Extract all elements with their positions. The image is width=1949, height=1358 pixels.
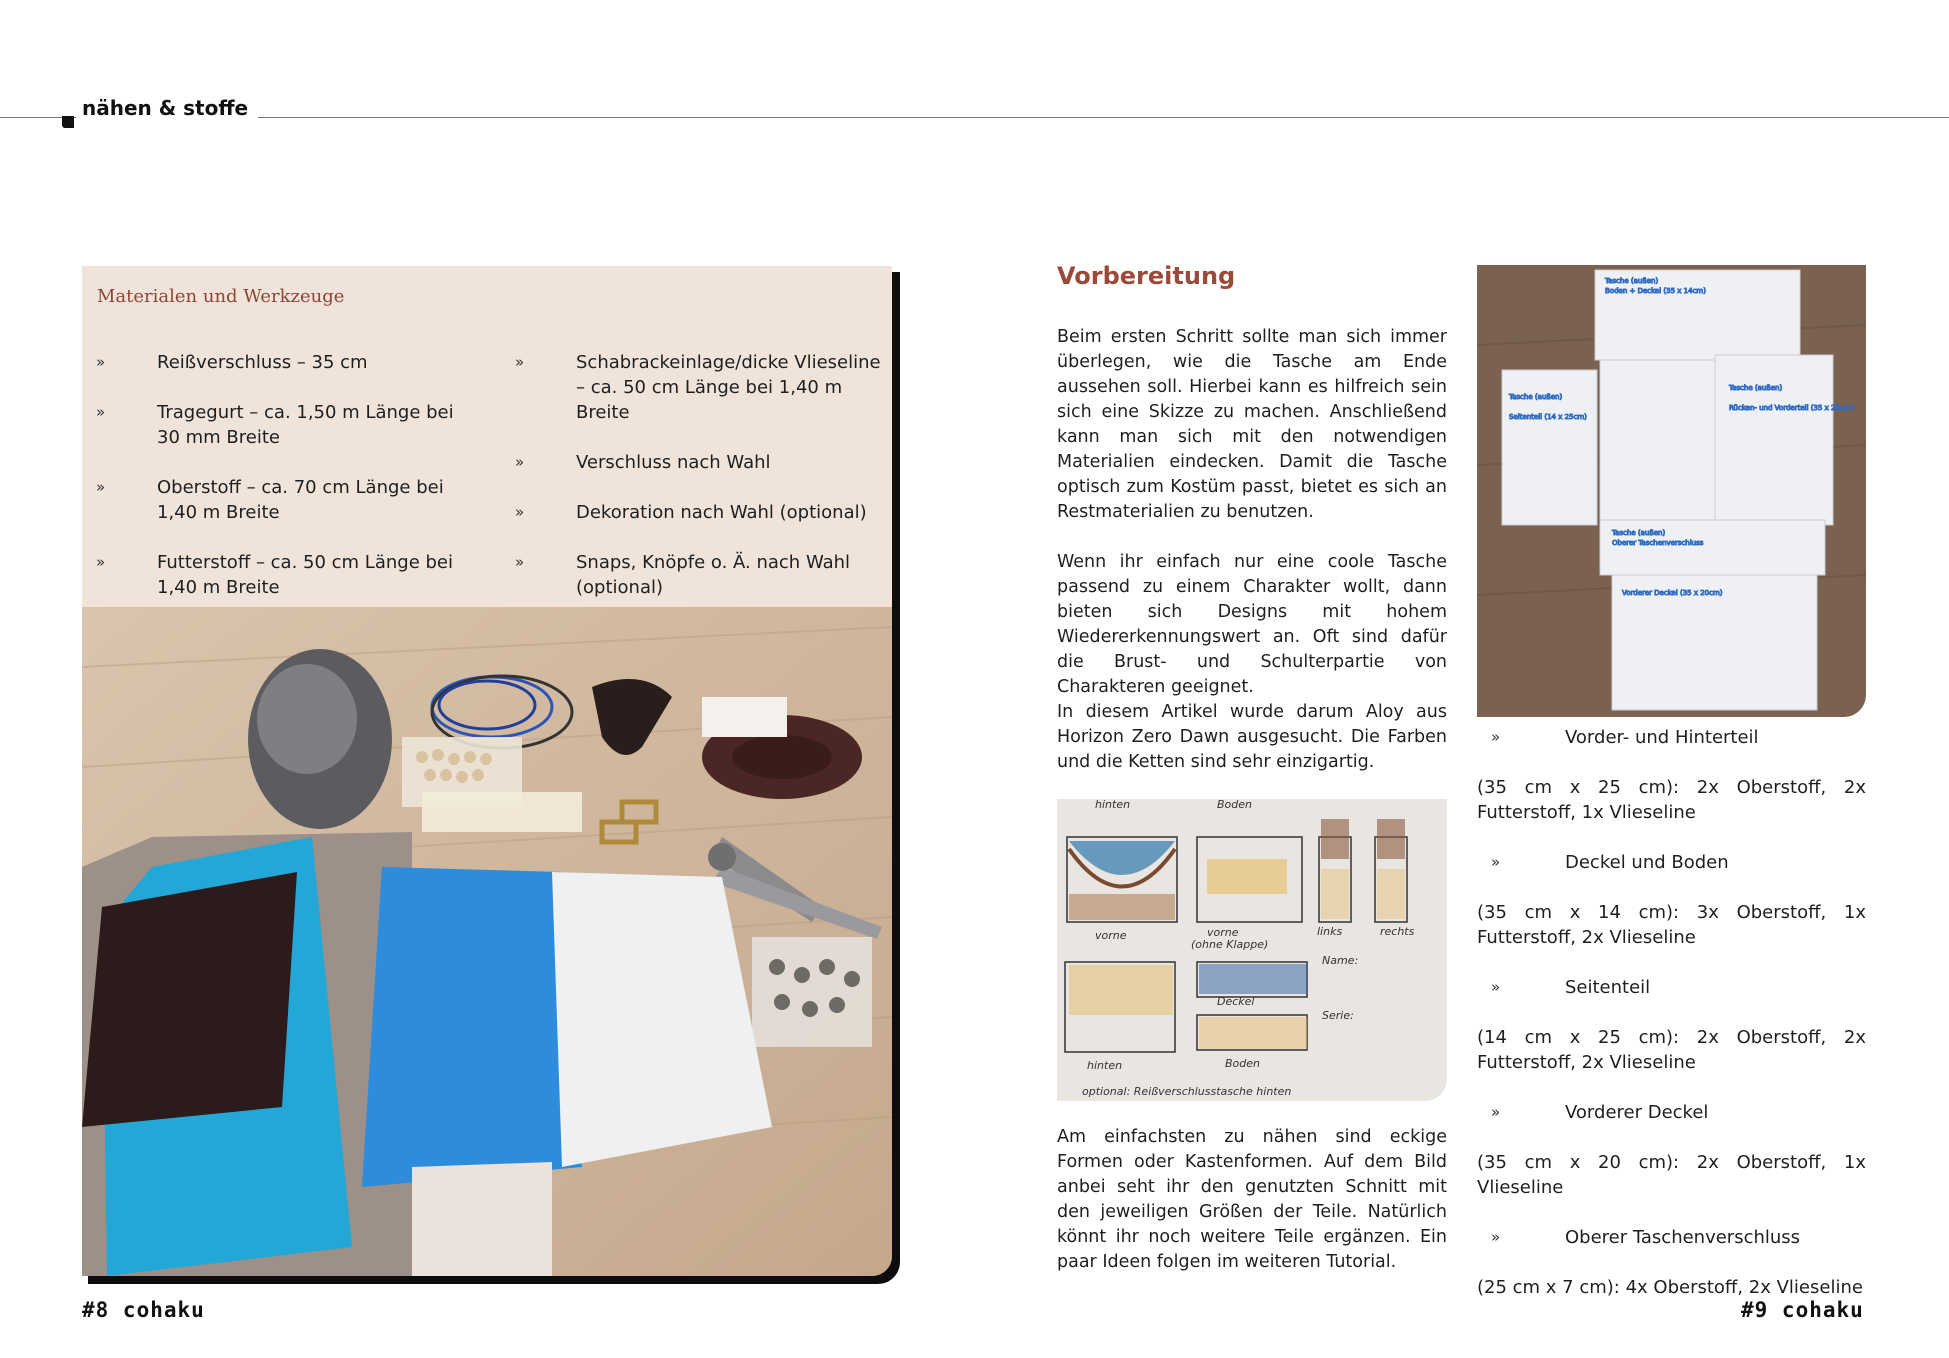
bullet-icon: » — [96, 403, 106, 421]
part-name: » Vorder- und Hinterteil — [1477, 725, 1866, 750]
section-title: Vorbereitung — [1057, 262, 1236, 290]
list-item: » Tragegurt – ca. 1,50 m Länge bei 30 mm Breite — [96, 402, 454, 448]
page-number-right: #9 cohaku — [1741, 1298, 1864, 1322]
part-dimensions: (25 cm x 7 cm): 4x Oberstoff, 2x Vlieseline — [1477, 1277, 1863, 1298]
sketch-label: rechts — [1380, 925, 1415, 938]
list-item: » Oberstoff – ca. 70 cm Länge bei 1,40 m Breite — [96, 477, 444, 523]
bullet-icon: » — [96, 353, 106, 371]
part-name: » Seitenteil — [1477, 975, 1866, 1000]
sketch-label: Serie: — [1322, 1009, 1354, 1022]
section-label: nähen & stoffe — [76, 96, 258, 120]
materials-list-right — [515, 350, 890, 625]
bullet-icon: » — [1491, 1228, 1501, 1246]
list-item: » Dekoration nach Wahl (optional) — [515, 502, 867, 523]
bullet-icon: » — [515, 503, 525, 521]
pattern-label: Vorderer Deckel (35 x 20cm) — [1622, 589, 1723, 597]
sketch-label: hinten — [1087, 1059, 1123, 1072]
bullet-icon: » — [96, 478, 106, 496]
pattern-label: Tasche (außen) — [1612, 529, 1666, 537]
part-dimensions: (35 cm x 25 cm): 2x Oberstoff, 2x Futterstoff, 1x Vlieseline — [1477, 777, 1866, 823]
pattern-label: Tasche (außen) — [1729, 384, 1783, 392]
part-dimensions: (14 cm x 25 cm): 2x Oberstoff, 2x Futterstoff, 2x Vlieseline — [1477, 1027, 1866, 1073]
sketch-label: (ohne Klappe) — [1191, 938, 1269, 951]
sketch-label: optional: Reißverschlusstasche hinten — [1082, 1085, 1292, 1098]
materials-list-left — [96, 350, 476, 625]
pattern-pieces-photo — [1477, 265, 1866, 717]
bullet-icon: » — [1491, 978, 1501, 996]
part-name: » Oberer Taschenverschluss — [1477, 1225, 1866, 1250]
bullet-icon: » — [96, 553, 106, 571]
sketch-label: Boden — [1217, 799, 1252, 811]
pattern-label: Tasche (außen) — [1509, 393, 1563, 401]
bullet-icon: » — [1491, 853, 1501, 871]
pattern-label: Seitenteil (14 x 25cm) — [1509, 413, 1587, 421]
paragraph: Beim ersten Schritt sollte man sich immer überlegen, wie die Tasche am Ende aussehen soll. Hierbei kann es hilfreich sein sich eine Skizze zu machen. Anschließend kann man sich mit den notwendigen Materialien eindecken. Damit die Tasche optisch zum Kostüm passt, bietet es sich an Restmaterialien zu benutzen. — [1057, 327, 1447, 522]
bullet-icon: » — [515, 553, 525, 571]
sketch-label: vorne — [1207, 926, 1239, 939]
sketch-label: Boden — [1225, 1057, 1260, 1070]
sketch-label: links — [1317, 925, 1343, 938]
paragraph: In diesem Artikel wurde darum Aloy aus Horizon Zero Dawn ausgesucht. Die Farben und die Ketten sind sehr einzigartig. — [1057, 702, 1447, 772]
paragraph: Am einfachsten zu nähen sind eckige Formen oder Kastenformen. Auf dem Bild anbei seht ihr den genutzten Schnitt mit den jeweiligen Größen der Teile. Natürlich könnt ihr noch weitere Teile ergänzen. Ein paar Ideen folgen im weiteren Tutorial. — [1057, 1127, 1447, 1272]
page-number-left: #8 cohaku — [82, 1298, 205, 1322]
bullet-icon: » — [1491, 1103, 1501, 1121]
bullet-icon: » — [515, 353, 525, 371]
pattern-label: Boden + Deckel (35 x 14cm) — [1605, 287, 1706, 295]
part-name: » Vorderer Deckel — [1477, 1100, 1866, 1125]
list-item: » Futterstoff – ca. 50 cm Länge bei 1,40 m Breite — [96, 552, 453, 598]
list-item: » Verschluss nach Wahl — [515, 452, 771, 473]
bullet-icon: » — [515, 453, 525, 471]
sketch-label: vorne — [1095, 929, 1127, 942]
header-rule — [0, 117, 1949, 118]
bullet-icon: » — [1491, 728, 1501, 746]
sketch-label: Name: — [1322, 954, 1359, 967]
part-name: » Deckel und Boden — [1477, 850, 1866, 875]
list-item: » Schabrackeinlage/dicke Vlieseline – ca. 50 cm Länge bei 1,40 m Breite — [515, 352, 881, 423]
materials-title: Materialen und Werkzeuge — [97, 286, 345, 307]
pattern-label: Tasche (außen) — [1605, 277, 1659, 285]
sketch-label: hinten — [1095, 799, 1131, 811]
header-marker — [62, 116, 74, 128]
list-item: » Reißverschluss – 35 cm — [96, 352, 368, 373]
sketch-label: Deckel — [1217, 995, 1255, 1008]
parts-list — [1477, 725, 1866, 1325]
part-dimensions: (35 cm x 14 cm): 3x Oberstoff, 1x Futterstoff, 2x Vlieseline — [1477, 902, 1866, 948]
bag-sketch-image — [1057, 799, 1447, 1101]
paragraph: Wenn ihr einfach nur eine coole Tasche passend zu einem Charakter wollt, dann bieten sich Designs mit hohem Wiedererkennungswert an. Oft sind dafür die Brust- und Schulterpartie von Charakteren geeignet. — [1057, 552, 1447, 697]
materials-photo — [82, 607, 892, 1276]
part-dimensions: (35 cm x 20 cm): 2x Oberstoff, 1x Vlieseline — [1477, 1152, 1866, 1198]
pattern-label: Rücken- und Vorderteil (35 x 25cm) — [1729, 404, 1854, 412]
materials-card — [82, 266, 892, 1276]
pattern-label: Oberer Taschenverschluss — [1612, 539, 1704, 547]
list-item: » Snaps, Knöpfe o. Ä. nach Wahl (optional) — [515, 552, 851, 598]
